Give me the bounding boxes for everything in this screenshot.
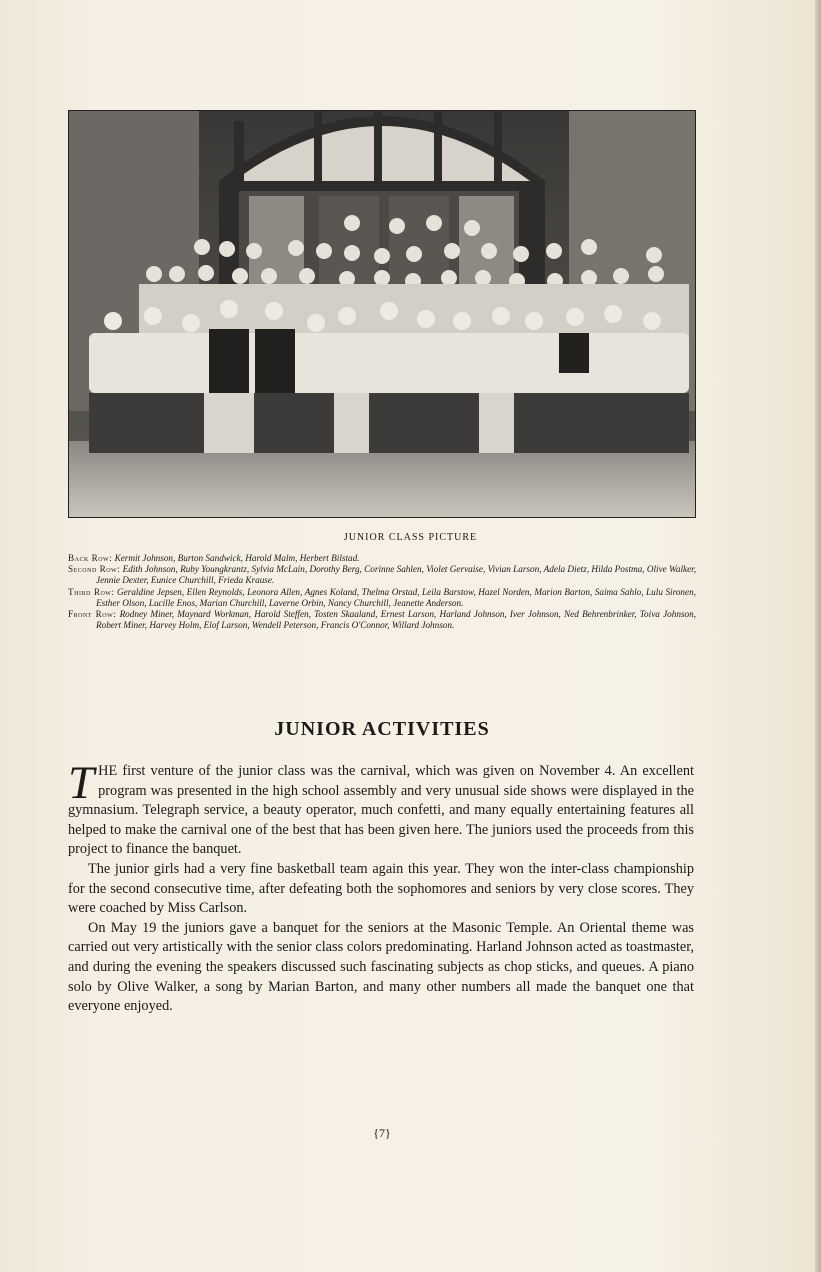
row-names: Kermit Johnson, Burton Sandwick, Harold Malm, Herbert Bilstad. xyxy=(114,553,360,563)
row-label: Second Row: xyxy=(68,564,121,575)
photo-caption-title: JUNIOR CLASS PICTURE xyxy=(343,532,478,543)
row-label: Front Row: xyxy=(68,609,117,620)
page-edge xyxy=(815,0,821,1272)
third-row-names xyxy=(68,587,696,609)
article-paragraph: The junior girls had a very fine basketball team again this year. They won the inter-class championship for the second consecutive time, after defeating both the sophomores and seniors by very close scores. They were coached by Miss Carlson. xyxy=(68,860,694,917)
photo-name-list xyxy=(68,553,696,631)
back-row-names xyxy=(68,553,696,564)
class-photo xyxy=(68,110,696,518)
row-label: Third Row: xyxy=(68,586,115,597)
article-body xyxy=(68,757,694,1017)
page-number: {7} xyxy=(373,1126,391,1140)
second-row-names xyxy=(68,564,696,586)
article-paragraph xyxy=(68,757,694,860)
row-names: Rodney Miner, Maynard Workman, Harold Steffen, Tosten Skaaland, Ernest Larson, Harland Johnson, Iver Johnson, Ned Behrenbrinker, Toiva Johnson, Robert Miner, Harvey Holm, Elof Larson, Wendell Peterson, Francis O'Connor, Willard Johnson. xyxy=(96,609,697,631)
row-label: Back Row: xyxy=(68,553,113,563)
row-names: Edith Johnson, Ruby Youngkrantz, Sylvia McLain, Dorothy Berg, Corinne Sahlen, Violet Gervaise, Vivian Larson, Adela Dietz, Hilda Postma, Olive Walker, Jennie Dexter, Eunice Churchill, Frieda Krause. xyxy=(96,564,697,586)
row-names: Geraldine Jepsen, Ellen Reynolds, Leonora Allen, Agnes Koland, Thelma Orstad, Leila Barstow, Hazel Norden, Marion Barton, Saima Sahlo, Lulu Sironen, Esther Olson, Lucille Enos, Marian Churchill, Laverne Orbin, Nancy Churchill, Jeanette Anderson. xyxy=(96,586,696,608)
article-heading: JUNIOR ACTIVITIES xyxy=(274,718,490,740)
front-row-names xyxy=(68,609,696,631)
paragraph-text: HE first venture of the junior class was the carnival, which was given on November 4. An excellent program was presented in the high school assembly and very unusual side shows were displayed in the gymnasium. Telegraph service, a beauty operator, much confetti, and many equally entertaining features all helped to make the carnival one of the best that has been given here. The juniors used the proceeds from this project to finance the banquet. xyxy=(68,763,694,858)
drop-cap: T xyxy=(68,757,95,809)
article-paragraph: On May 19 the juniors gave a banquet for the seniors at the Masonic Temple. An Oriental theme was carried out very artistically with the senior class colors predominating. Harland Johnson acted as toastmaster, and during the evening the speakers discussed such fascinating subjects as chop sticks, and queues. A piano solo by Olive Walker, a song by Marian Barton, and many other numbers all made the banquet one that everyone enjoyed. xyxy=(68,919,694,1015)
